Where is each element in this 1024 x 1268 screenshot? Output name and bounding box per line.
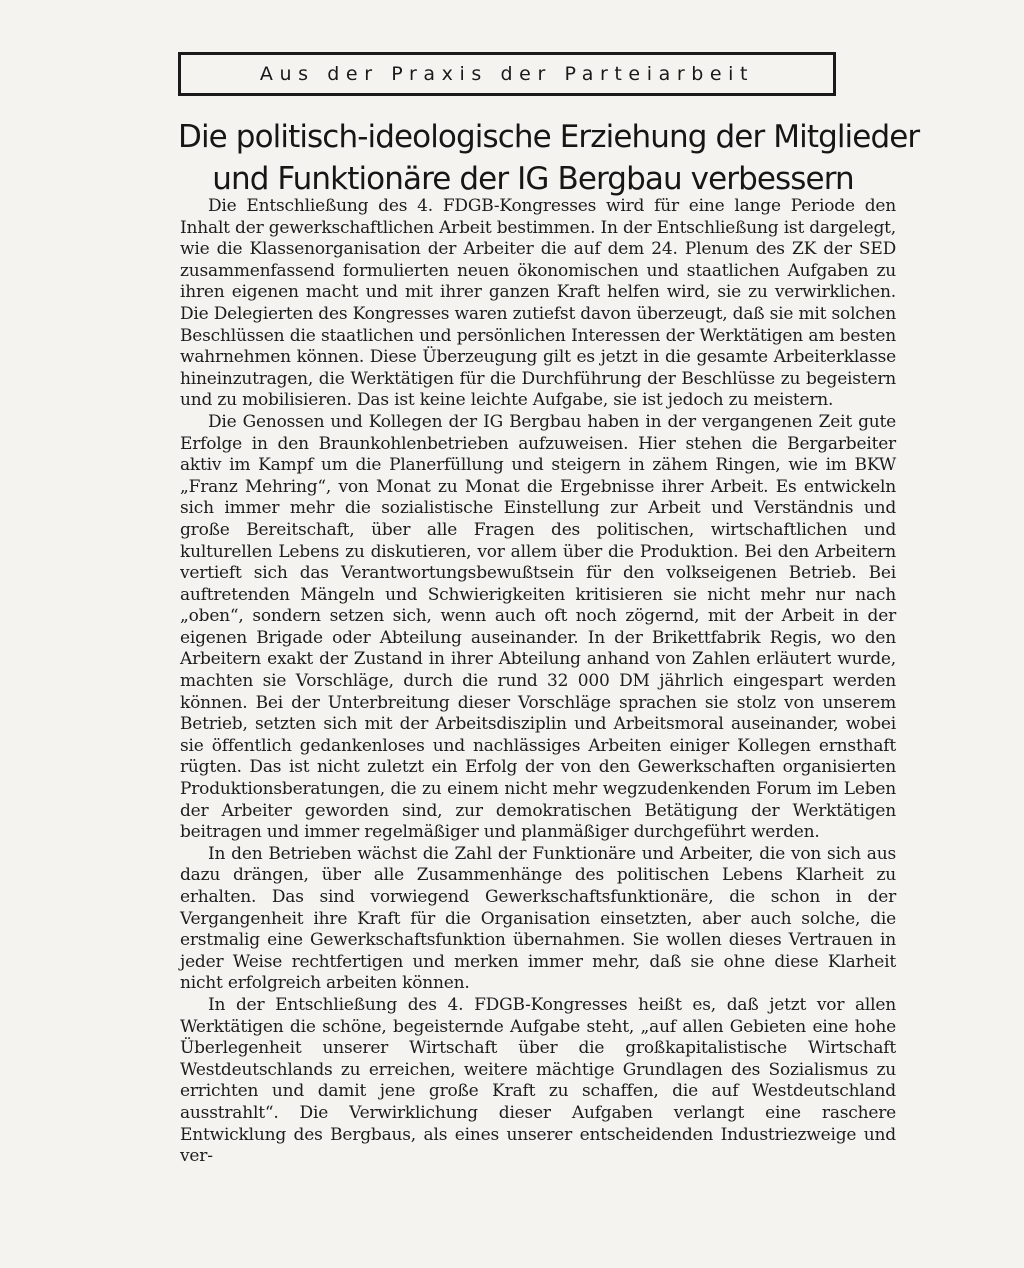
- paragraph-1: Die Entschließung des 4. FDGB-Kongresses wird für eine lange Periode den Inhalt der gewerkschaftlichen Arbeit bestimmen. In der Entschließung ist dargelegt, wie die Klassenorganisation der Arbeiter die auf dem 24. Plenum des ZK der SED zusammenfassend formulierten neuen ökonomischen und staatlichen Aufgaben zu ihren eigenen macht und mit ihrer ganzen Kraft helfen wird, sie zu verwirklichen. Die Delegierten des Kongresses waren zutiefst davon überzeugt, daß sie mit solchen Beschlüssen die staatlichen und persönlichen Interessen der Werktätigen am besten wahrnehmen können. Diese Überzeugung gilt es jetzt in die gesamte Arbeiterklasse hineinzutragen, die Werktätigen für die Durchführung der Beschlüsse zu begeistern und zu mobilisieren. Das ist keine leichte Aufgabe, sie ist jedoch zu meistern.: [180, 196, 896, 411]
- section-header-box: [178, 52, 836, 96]
- headline-line-2: und Funktionäre der IG Bergbau verbessern: [212, 161, 854, 197]
- article-headline: [178, 116, 920, 200]
- headline-line-1: Die politisch-ideologische Erziehung der Mitglieder: [178, 119, 920, 155]
- paragraph-4: In der Entschließung des 4. FDGB-Kongresses heißt es, daß jetzt vor allen Werktätigen die schöne, begeisternde Aufgabe steht, „auf allen Gebieten eine hohe Überlegenheit unserer Wirtschaft über die großkapitalistische Wirtschaft Westdeutschlands zu erreichen, weitere mächtige Grundlagen des Sozialismus zu errichten und damit jene große Kraft zu schaffen, die auf Westdeutschland ausstrahlt“. Die Verwirklichung dieser Aufgaben verlangt eine raschere Entwicklung des Bergbaus, als eines unserer entscheidenden Industriezweige und ver-: [180, 994, 896, 1167]
- article-body: [180, 196, 896, 1168]
- paragraph-3: In den Betrieben wächst die Zahl der Funktionäre und Arbeiter, die von sich aus dazu drängen, über alle Zusammenhänge des politischen Lebens Klarheit zu erhalten. Das sind vorwiegend Gewerkschaftsfunktionäre, die schon in der Vergangenheit ihre Kraft für die Organisation einsetzten, aber auch solche, die erstmalig eine Gewerkschaftsfunktion übernahmen. Sie wollen dieses Vertrauen in jeder Weise rechtfertigen und merken immer mehr, daß sie ohne diese Klarheit nicht erfolgreich arbeiten können.: [180, 843, 896, 994]
- section-header-label: Aus der Praxis der Parteiarbeit: [259, 63, 755, 85]
- paragraph-2: Die Genossen und Kollegen der IG Bergbau haben in der vergangenen Zeit gute Erfolge in den Braunkohlenbetrieben aufzuweisen. Hier stehen die Bergarbeiter aktiv im Kampf um die Planerfüllung und steigern in zähem Ringen, wie im BKW „Franz Mehring“, von Monat zu Monat die Ergebnisse ihrer Arbeit. Es entwickeln sich immer mehr die sozialistische Einstellung zur Arbeit und Verständnis und große Bereitschaft, über alle Fragen des politischen, wirtschaftlichen und kulturellen Lebens zu diskutieren, vor allem über die Produktion. Bei den Arbeitern vertieft sich das Verantwortungsbewußtsein für den volkseigenen Betrieb. Bei auftretenden Mängeln und Schwierigkeiten kritisieren sie nicht mehr nur nach „oben“, sondern setzen sich, wenn auch oft noch zögernd, mit der Arbeit in der eigenen Brigade oder Abteilung auseinander. In der Brikettfabrik Regis, wo den Arbeitern exakt der Zustand in ihrer Abteilung anhand von Zahlen erläutert wurde, machten sie Vorschläge, durch die rund 32 000 DM jährlich eingespart werden können. Bei der Unterbreitung dieser Vorschläge sprachen sie stolz von unserem Betrieb, setzten sich mit der Arbeitsdisziplin und Arbeitsmoral auseinander, wobei sie öffentlich gedankenloses und nachlässiges Arbeiten einiger Kollegen ernsthaft rügten. Das ist nicht zuletzt ein Erfolg der von den Gewerkschaften organisierten Produktionsberatungen, die zu einem nicht mehr wegzudenkenden Forum im Leben der Arbeiter geworden sind, zur demokratischen Betätigung der Werktätigen beitragen und immer regelmäßiger und planmäßiger durchgeführt werden.: [180, 411, 896, 843]
